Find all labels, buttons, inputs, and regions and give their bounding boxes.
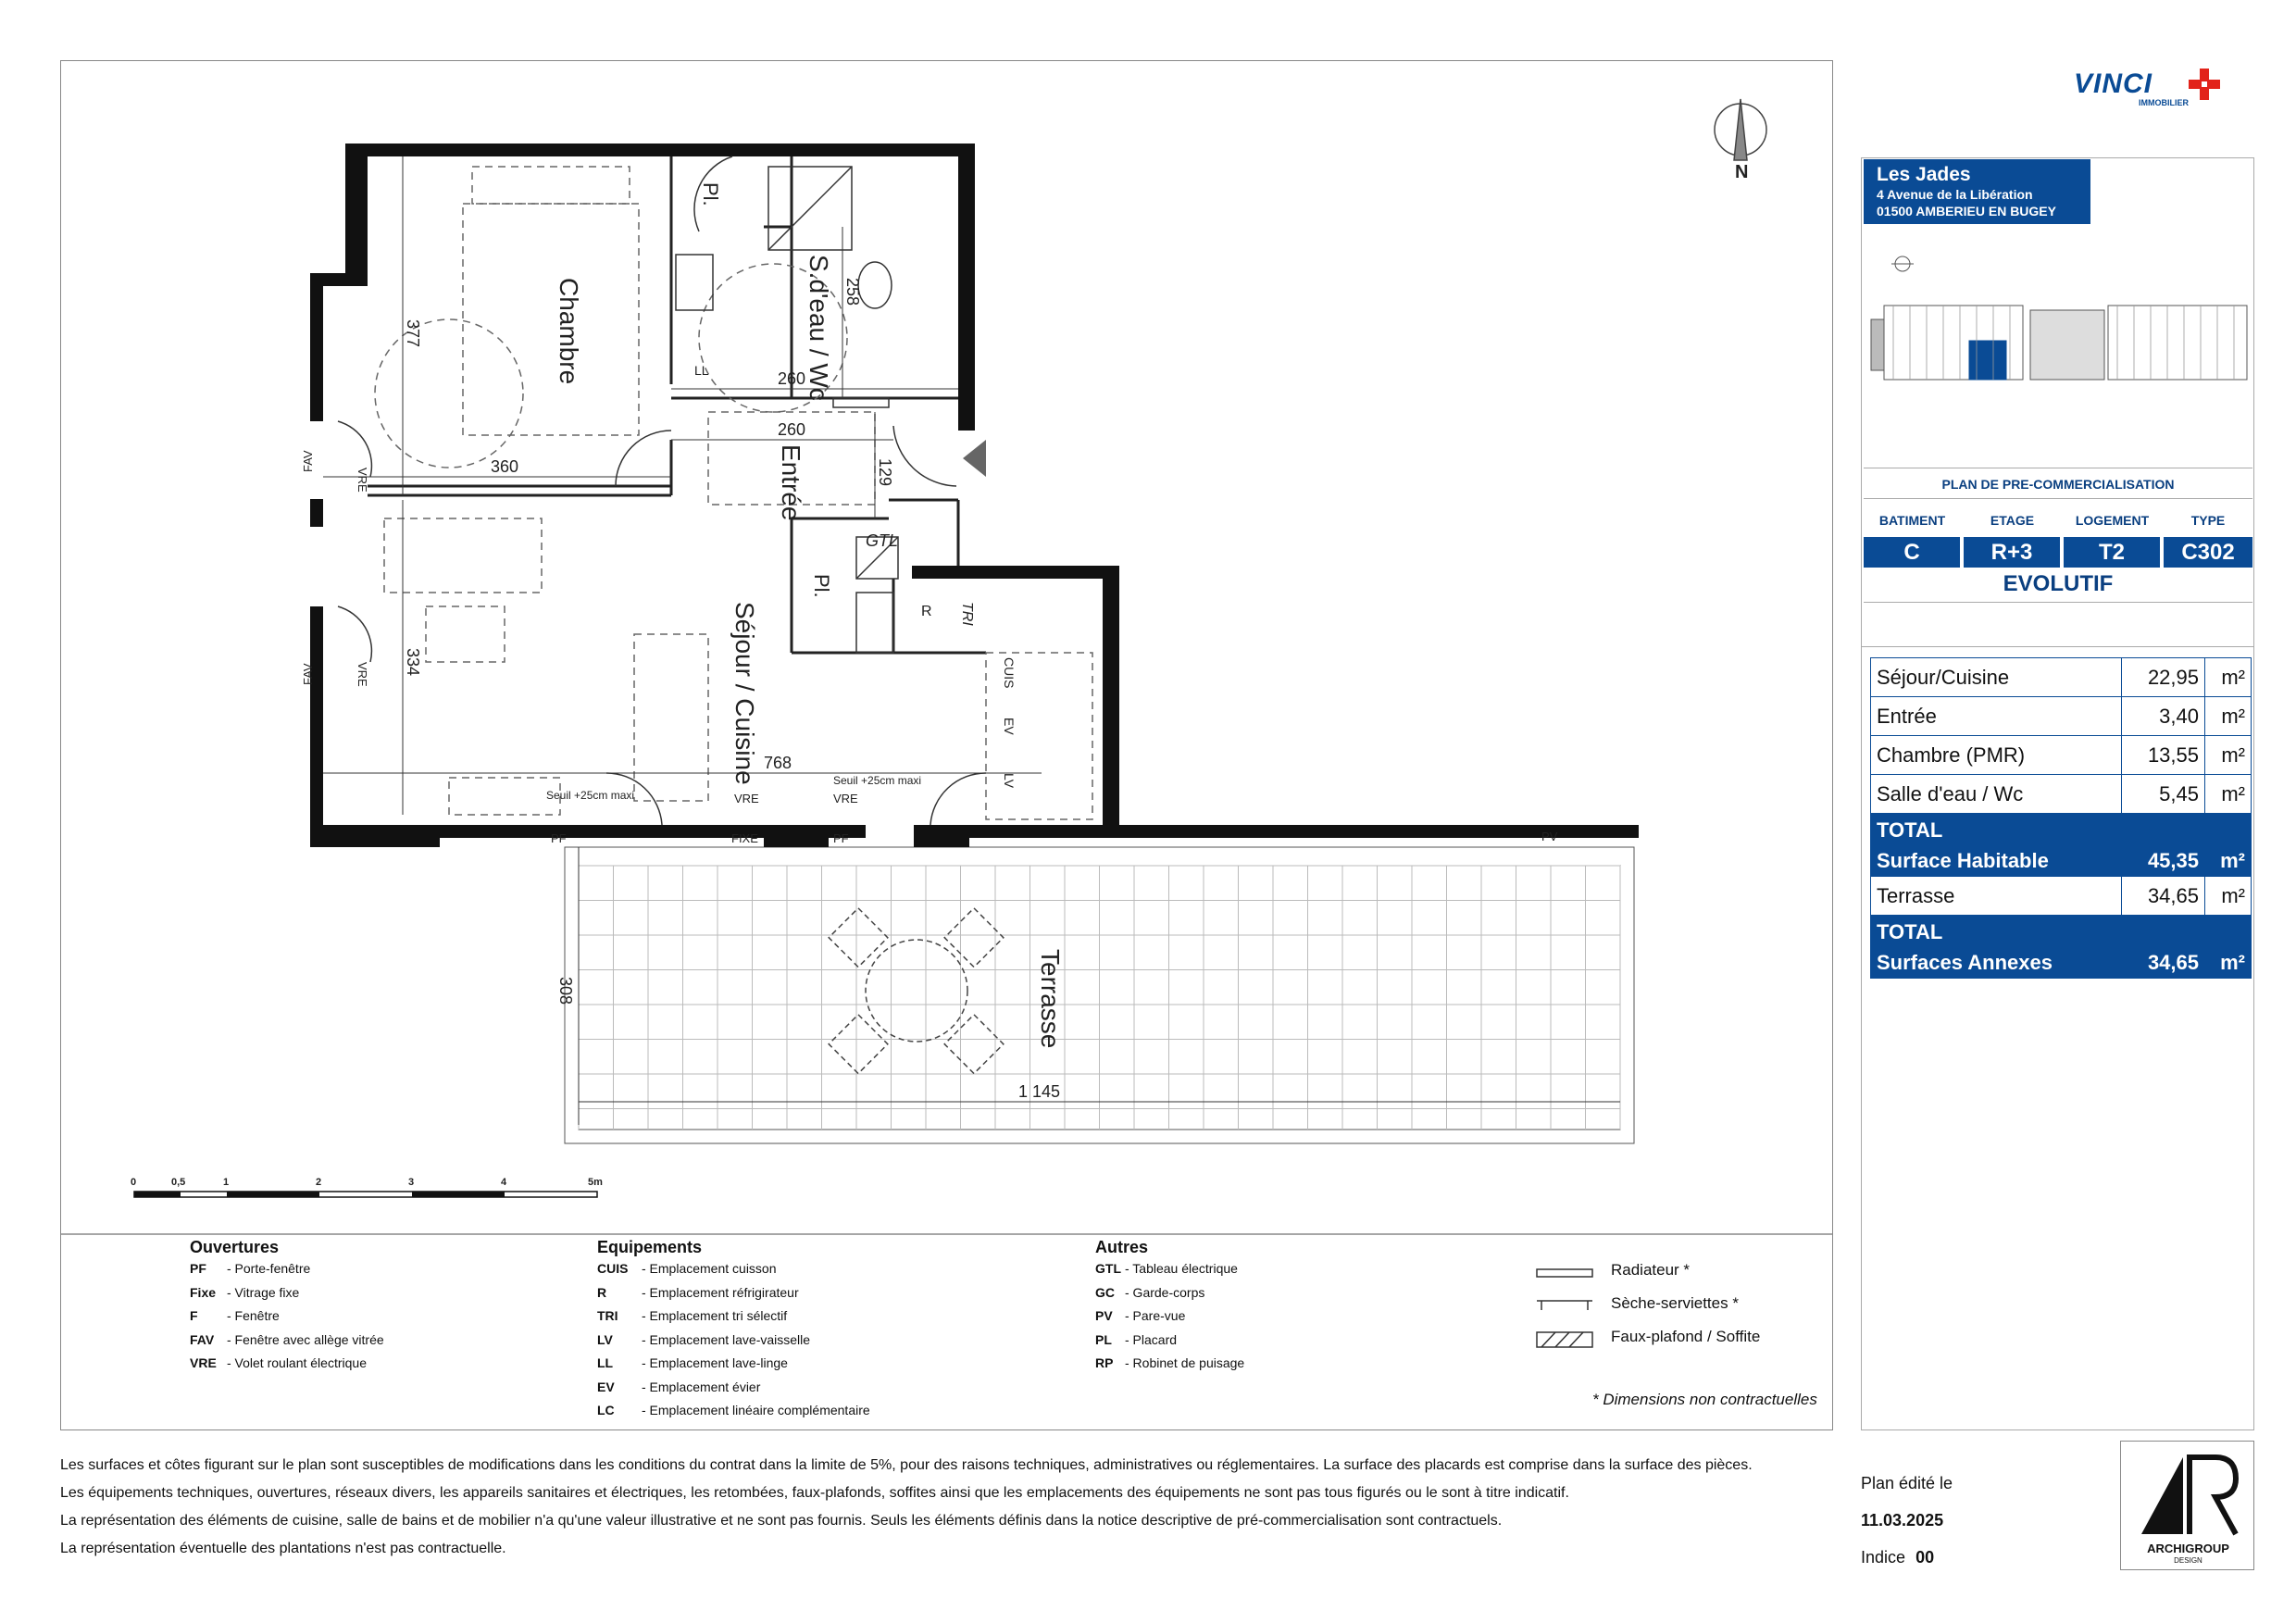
- value-etage: R+3: [1964, 537, 2060, 568]
- legend-item: [1095, 1329, 1244, 1353]
- footnote-1: Les surfaces et côtes figurant sur le plan sont susceptibles de modifications dans les conditions du contrat dans la limite de 5%, pour des raisons techniques, administratives ou réglementaires. La surface des placards est comprise dans la surface des pièces.: [60, 1457, 1753, 1473]
- surface-row-sdeau: Salle d'eau / Wc 5,45 m²: [1871, 775, 2252, 814]
- scale-05: 0,5: [171, 1177, 186, 1188]
- label-seuil2: Seuil +25cm maxi: [833, 774, 922, 787]
- architect-logo: [2120, 1441, 2254, 1570]
- legend-code: F: [190, 1308, 198, 1323]
- scale-bar: [134, 1192, 597, 1197]
- legend-item: [597, 1329, 870, 1353]
- legend-text: - Vitrage fixe: [227, 1284, 300, 1300]
- label-pl1: Pl.: [699, 182, 722, 206]
- legend-item: [597, 1352, 870, 1376]
- legend-code: PF: [190, 1261, 206, 1276]
- project-name: Les Jades: [1877, 164, 1971, 185]
- room-label-chambre: Chambre: [555, 278, 583, 385]
- project-address-2: 01500 AMBERIEU EN BUGEY: [1877, 204, 2056, 218]
- label-r: R: [921, 604, 932, 619]
- legend-text: - Placard: [1125, 1331, 1178, 1347]
- legend-code: Fixe: [190, 1284, 217, 1300]
- header-logement: LOGEMENT: [2075, 513, 2150, 528]
- vinci-logo: [2074, 67, 2231, 113]
- legend-equipements: [597, 1238, 870, 1423]
- north-arrow-icon: [1715, 99, 1766, 160]
- footnote-3: La représentation des éléments de cuisine, salle de bains et de mobilier n'a qu'une valeur illustrative et ne sont pas fournis. Seuls les éléments définis dans la notice descriptive de pré-commercialisation sont contractuels.: [60, 1513, 1503, 1529]
- archigroup-mark-icon: [2132, 1453, 2243, 1536]
- legend-code: CUIS: [597, 1261, 629, 1276]
- surface-row-total-habitable-2: Surface Habitable 45,35 m²: [1871, 845, 2252, 877]
- legend-item: [190, 1257, 384, 1281]
- legend-item: [1095, 1305, 1244, 1329]
- legend-text: - Porte-fenêtre: [227, 1261, 311, 1276]
- legend-item: [597, 1281, 870, 1305]
- label-vre4: VRE: [833, 792, 858, 805]
- legend-code: FAV: [190, 1331, 215, 1347]
- footnote-4: La représentation éventuelle des plantations n'est pas contractuelle.: [60, 1541, 506, 1556]
- dim-258: 258: [843, 278, 862, 306]
- label-fav2: FAV: [301, 663, 315, 685]
- legend-symbols: [1537, 1269, 1592, 1347]
- indice-label: Indice: [1861, 1548, 1906, 1567]
- north-label: N: [1735, 162, 1749, 182]
- label-gtl: GTL: [866, 531, 899, 550]
- label-lv: LV: [1002, 773, 1017, 789]
- legend-item: [1095, 1281, 1244, 1305]
- label-fav1: FAV: [301, 450, 315, 472]
- room-label-sejour: Séjour / Cuisine: [730, 602, 759, 785]
- value-type: C302: [2164, 537, 2252, 568]
- legend-text: - Tableau électrique: [1125, 1261, 1238, 1276]
- legend-text: - Emplacement lave-vaisselle: [642, 1331, 811, 1347]
- legend-item: [190, 1352, 384, 1376]
- dim-308: 308: [556, 977, 575, 1005]
- vinci-logo-text: VINCI: [2074, 69, 2153, 99]
- status-evolutif: EVOLUTIF: [1864, 568, 2252, 603]
- label-ev: EV: [1002, 718, 1017, 735]
- surface-row-chambre: Chambre (PMR) 13,55 m²: [1871, 736, 2252, 775]
- legend-text: - Garde-corps: [1125, 1284, 1205, 1300]
- plan-title: PLAN DE PRE-COMMERCIALISATION: [1864, 468, 2252, 499]
- edition-date: 11.03.2025: [1861, 1511, 1944, 1529]
- room-label-terrasse: Terrasse: [1036, 949, 1065, 1049]
- dim-1145: 1 145: [1018, 1082, 1061, 1101]
- scale-0: 0: [131, 1177, 137, 1188]
- terrace-furniture: [829, 908, 1004, 1074]
- legend-seche-serviettes: Sèche-serviettes *: [1611, 1294, 1739, 1312]
- label-cuis: CUIS: [1002, 657, 1017, 689]
- legend-text: - Emplacement réfrigirateur: [642, 1284, 799, 1300]
- legend-text: - Emplacement tri sélectif: [642, 1308, 788, 1323]
- legend-text: - Pare-vue: [1125, 1308, 1186, 1323]
- floor-plan: [60, 60, 1833, 1430]
- legend-code: R: [597, 1284, 607, 1300]
- legend-autres: [1095, 1238, 1244, 1376]
- header-etage: ETAGE: [1990, 513, 2035, 528]
- surfaces-table: [1870, 657, 2252, 979]
- surface-row-sejour: Séjour/Cuisine 22,95 m²: [1871, 658, 2252, 697]
- legend-code: PV: [1095, 1308, 1113, 1323]
- legend-item: [190, 1329, 384, 1353]
- label-vre3: VRE: [734, 792, 759, 805]
- legend-code: LC: [597, 1403, 615, 1417]
- legend-item: [1095, 1257, 1244, 1281]
- scale-1: 1: [223, 1177, 230, 1188]
- footnotes: [60, 1452, 1753, 1563]
- dim-129: 129: [876, 458, 894, 487]
- dim-377: 377: [404, 319, 422, 348]
- label-vre1: VRE: [356, 468, 369, 493]
- entrance-arrow: [963, 440, 986, 477]
- legend-note: * Dimensions non contractuelles: [1592, 1391, 1817, 1408]
- legend-faux-plafond: Faux-plafond / Soffite: [1611, 1328, 1761, 1345]
- edition-label: Plan édité le: [1861, 1474, 1953, 1492]
- legend-text: - Emplacement lave-linge: [642, 1355, 788, 1370]
- surface-row-entree: Entrée 3,40 m²: [1871, 697, 2252, 736]
- header-type: TYPE: [2190, 513, 2226, 528]
- legend-code: LV: [597, 1331, 613, 1347]
- legend-code: PL: [1095, 1331, 1112, 1347]
- surface-row-total-annexes: TOTAL: [1871, 916, 2252, 947]
- dim-260a: 260: [778, 369, 806, 388]
- surface-row-terrasse: Terrasse 34,65 m²: [1871, 877, 2252, 916]
- vinci-cross-icon: [2187, 67, 2224, 104]
- label-pv: PV: [1541, 830, 1558, 843]
- label-vre2: VRE: [356, 662, 369, 687]
- scale-5m: 5m: [588, 1177, 603, 1188]
- legend-ouvertures-title: Ouvertures: [190, 1238, 280, 1256]
- legend-equipements-title: Equipements: [597, 1238, 703, 1256]
- edition-indice: [1861, 1548, 1934, 1567]
- legend-code: GC: [1095, 1284, 1115, 1300]
- indice-value: 00: [1915, 1548, 1935, 1567]
- project-address-1: 4 Avenue de la Libération: [1877, 187, 2033, 202]
- legend-text: - Emplacement linéaire complémentaire: [642, 1403, 870, 1417]
- legend-text: - Robinet de puisage: [1125, 1355, 1245, 1370]
- label-seuil1: Seuil +25cm maxi: [546, 789, 635, 802]
- dim-360: 360: [491, 457, 519, 476]
- label-fixe: FIXE: [731, 831, 758, 845]
- project-box: [1864, 159, 2090, 224]
- legend-text: - Emplacement cuisson: [642, 1261, 777, 1276]
- door-swings: [338, 156, 986, 825]
- vinci-logo-sub: IMMOBILIER: [2139, 98, 2189, 107]
- legend-item: [597, 1376, 870, 1400]
- label-tri: TRI: [959, 602, 975, 626]
- surface-row-total-habitable: TOTAL: [1871, 814, 2252, 845]
- scale-3: 3: [408, 1177, 415, 1188]
- scale-2: 2: [316, 1177, 322, 1188]
- header-batiment: BATIMENT: [1878, 513, 1946, 528]
- legend-code: RP: [1095, 1355, 1114, 1370]
- dim-260b: 260: [778, 420, 806, 439]
- legend-text: - Fenêtre: [227, 1308, 280, 1323]
- dim-768: 768: [764, 754, 792, 772]
- architect-name: ARCHIGROUP: [2147, 1542, 2229, 1555]
- legend-item: [597, 1257, 870, 1281]
- legend-code: TRI: [597, 1308, 618, 1323]
- bath-fixtures: [676, 167, 898, 653]
- legend-text: - Fenêtre avec allège vitrée: [227, 1331, 384, 1347]
- legend-item: [190, 1281, 384, 1305]
- footnote-2: Les équipements techniques, ouvertures, réseaux divers, les appareils sanitaires et électriques, les retombées, faux-plafonds, soffites ainsi que les emplacements des équipements ne sont pas tous figurés ou le sont à titre indicatif.: [60, 1485, 1569, 1501]
- legend-item: [597, 1305, 870, 1329]
- label-pf1: PF: [551, 831, 567, 845]
- legend-item: [1095, 1352, 1244, 1376]
- legend-code: GTL: [1095, 1261, 1121, 1276]
- room-label-entree: Entrée: [777, 444, 805, 521]
- dim-334: 334: [404, 648, 422, 677]
- label-pl2: Pl.: [810, 574, 833, 598]
- legend-item: [597, 1399, 870, 1423]
- legend-text: - Emplacement évier: [642, 1379, 761, 1394]
- legend-code: VRE: [190, 1355, 217, 1370]
- legend-autres-title: Autres: [1095, 1238, 1149, 1256]
- label-ll: LL: [694, 363, 709, 378]
- legend-code: EV: [597, 1379, 615, 1394]
- legend-radiateur: Radiateur *: [1611, 1261, 1691, 1279]
- label-pf2: PF: [833, 831, 849, 845]
- architect-sub: DESIGN: [2174, 1556, 2202, 1565]
- legend-ouvertures: [190, 1238, 384, 1376]
- room-label-sdeau: S.d'eau / Wc: [805, 255, 833, 401]
- building-key-plan: [1866, 250, 2252, 407]
- scale-4: 4: [501, 1177, 507, 1188]
- legend-code: LL: [597, 1355, 614, 1370]
- legend-text: - Volet roulant électrique: [227, 1355, 367, 1370]
- value-batiment: C: [1864, 537, 1960, 568]
- value-logement: T2: [2064, 537, 2160, 568]
- legend-item: [190, 1305, 384, 1329]
- surface-row-total-annexes-2: Surfaces Annexes 34,65 m²: [1871, 947, 2252, 979]
